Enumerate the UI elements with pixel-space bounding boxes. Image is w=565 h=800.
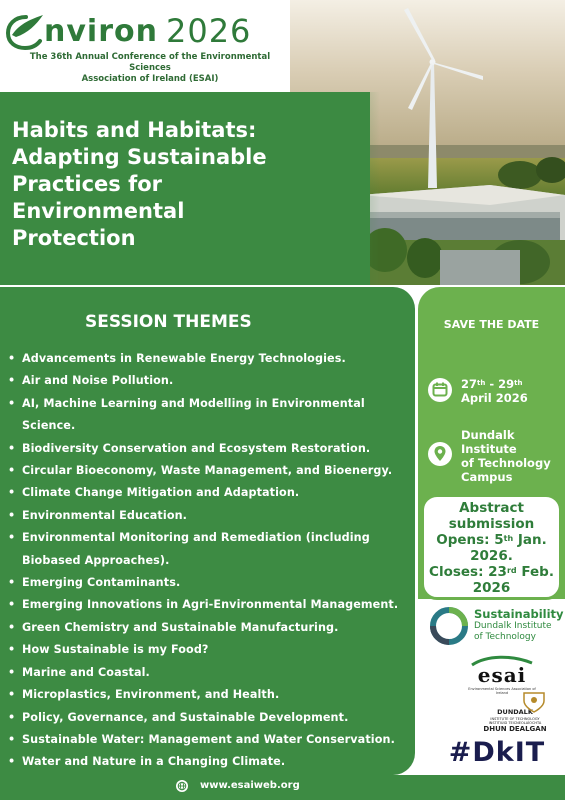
sustainability-swirl-icon (428, 605, 470, 647)
opens-date: Opens: 5th Jan. (436, 532, 547, 548)
sustainability-subtitle: Dundalk Institute of Technology (474, 621, 552, 642)
theme-item: • Emerging Contaminants. (8, 572, 408, 594)
theme-item: • Environmental Education. (8, 505, 408, 527)
title-line: Protection (12, 226, 136, 250)
dundalk-line: INSTITUTE OF TECHNOLOGY (490, 717, 540, 721)
session-themes-list (8, 348, 408, 774)
theme-item: • How Sustainable is my Food? (8, 639, 408, 661)
logo-year: 2026 (165, 12, 252, 50)
venue-line: of Technology (461, 456, 551, 470)
leaf-e-logo-icon (6, 11, 44, 51)
conference-subtitle (10, 52, 290, 85)
esai-word: esai (477, 663, 527, 687)
title-line: Environmental (12, 199, 185, 223)
subtitle-line: Association of Ireland (ESAI) (81, 74, 219, 84)
theme-item: • Microplastics, Environment, and Health. (8, 684, 408, 706)
theme-item: • Climate Change Mitigation and Adaptation. (8, 482, 408, 504)
abstract-line: Abstract (459, 500, 524, 516)
globe-icon (176, 780, 188, 792)
theme-item: • AI, Machine Learning and Modelling in Environmental Science. (8, 393, 408, 438)
logo-word: nviron (44, 13, 158, 49)
venue-line: Dundalk (461, 428, 515, 442)
closes-date: Closes: 23rd Feb. (429, 564, 554, 580)
title-line: Adapting Sustainable (12, 145, 267, 169)
theme-item: • Advancements in Renewable Energy Technologies. (8, 348, 408, 370)
closes-year: 2026 (472, 580, 511, 596)
theme-item: • Water and Nature in a Changing Climate. (8, 751, 408, 773)
hero-fade (300, 92, 380, 285)
venue (461, 428, 561, 484)
conference-dates (461, 377, 561, 405)
theme-item: • Biodiversity Conservation and Ecosystem Restoration. (8, 438, 408, 460)
abstract-submission-box (421, 494, 562, 600)
conference-theme-title (12, 117, 312, 252)
dundalk-line: DHUN DEALGAN (483, 725, 547, 733)
environ-logo (6, 8, 306, 54)
website-link[interactable]: www.esaiweb.org (200, 780, 300, 791)
theme-item: • Emerging Innovations in Agri-Environmental Management. (8, 594, 408, 616)
venue-line: Campus (461, 470, 513, 484)
theme-item: • Policy, Governance, and Sustainable Development. (8, 707, 408, 729)
sustainability-dkit-logo (428, 605, 562, 649)
title-line: Practices for (12, 172, 163, 196)
opens-year: 2026. (470, 548, 513, 564)
crest-icon (520, 691, 548, 713)
session-themes-heading: SESSION THEMES (85, 312, 252, 332)
dkit-hashtag: #DkIT (448, 737, 546, 768)
esai-wave-icon (462, 655, 542, 667)
theme-item: • Circular Bioeconomy, Waste Management, and Bioenergy. (8, 460, 408, 482)
subtitle-line: The 36th Annual Conference of the Environmental Sciences (29, 52, 271, 73)
date-range: 27th - 29th (461, 377, 523, 391)
dundalk-crest-logo (480, 697, 550, 735)
venue-line: Institute (461, 442, 517, 456)
theme-item: • Environmental Monitoring and Remediation (including Biobased Approaches). (8, 527, 408, 572)
dundalk-line: INSTITIÚID TEICNEOLAÍOCHTA (488, 721, 542, 725)
dundalk-line: DUNDALK (497, 708, 533, 716)
date-month-year: April 2026 (461, 391, 528, 405)
esai-logo (462, 653, 542, 695)
esai-tagline: Environmental Sciences Association of Ireland (468, 687, 536, 695)
save-the-date-label: SAVE THE DATE (443, 318, 540, 331)
location-pin-icon (428, 441, 452, 467)
title-line: Habits and Habitats: (12, 118, 257, 142)
calendar-icon (428, 378, 452, 402)
sustainability-title: Sustainability (474, 607, 564, 621)
abstract-line: submission (448, 516, 535, 532)
theme-item: • Green Chemistry and Sustainable Manufacturing. (8, 617, 408, 639)
theme-item: • Sustainable Water: Management and Water Conservation. (8, 729, 408, 751)
theme-item: • Air and Noise Pollution. (8, 370, 408, 392)
theme-item: • Marine and Coastal. (8, 662, 408, 684)
